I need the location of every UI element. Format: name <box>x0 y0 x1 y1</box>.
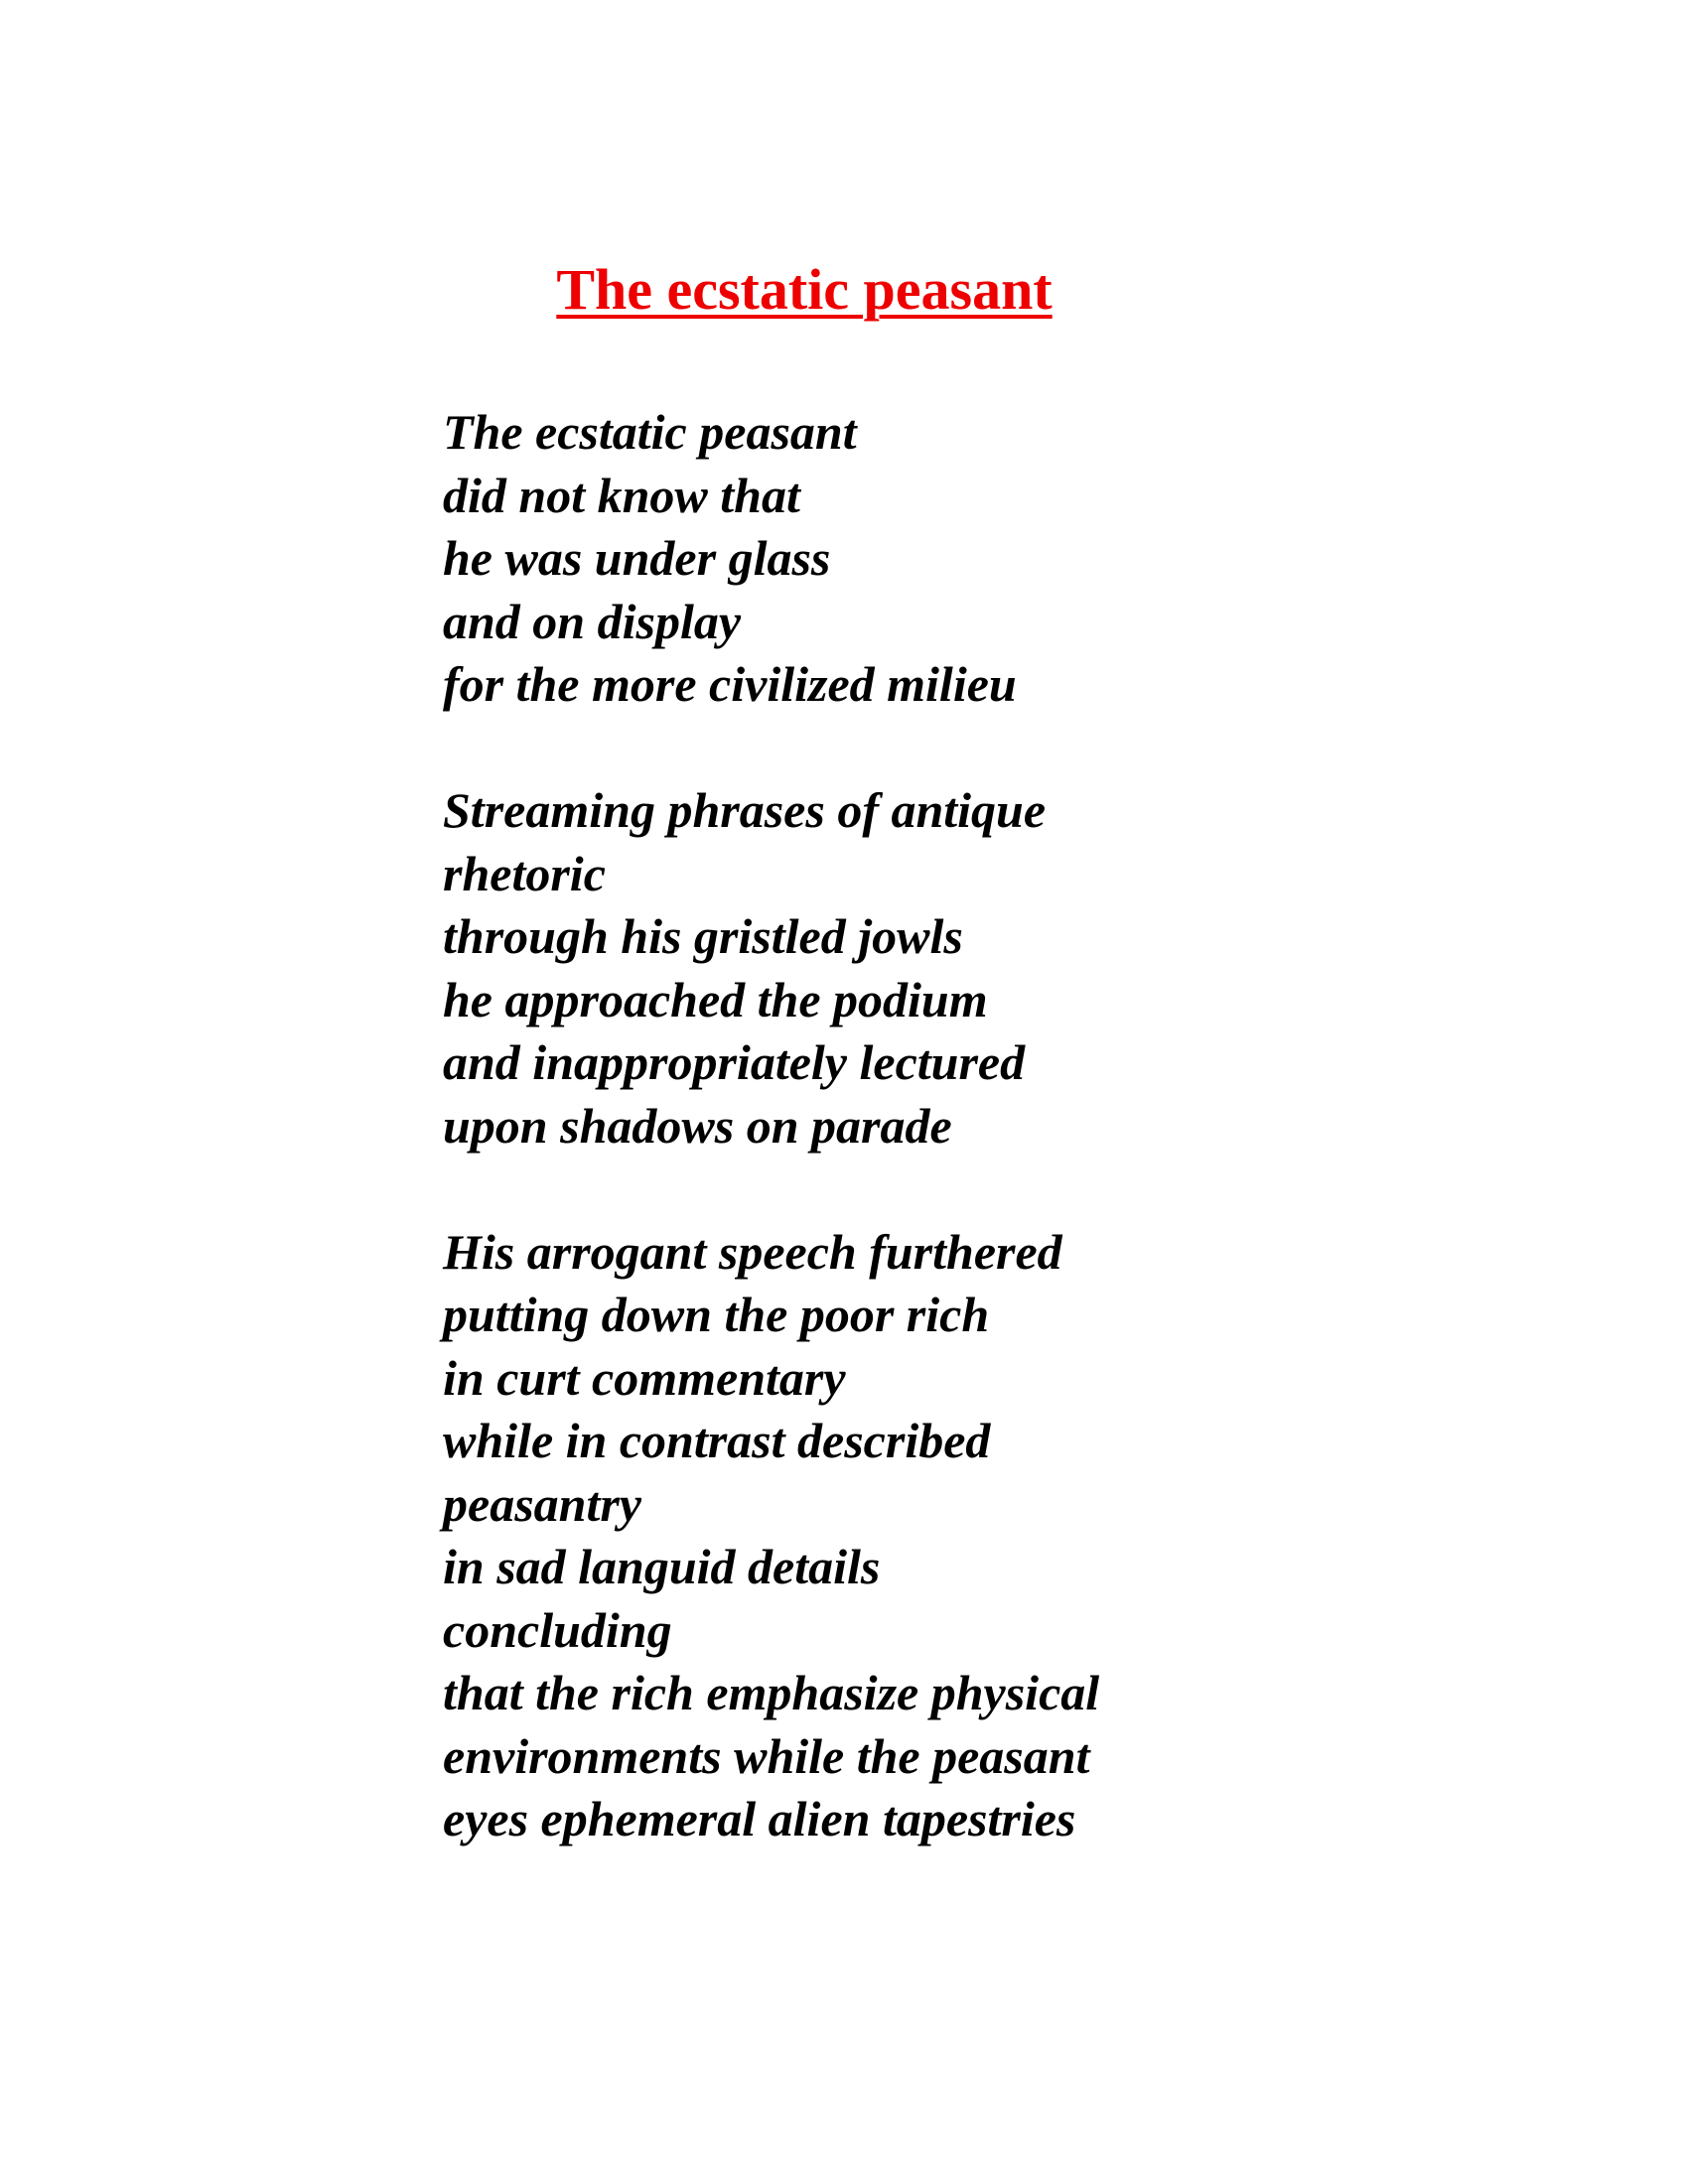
poem-line: environments while the peasant <box>443 1727 1090 1784</box>
poem-line: in sad languid details <box>443 1539 881 1594</box>
poem-line: eyes ephemeral alien tapestries <box>443 1791 1076 1846</box>
poem-line: through his gristled jowls <box>443 908 963 964</box>
stanza-1 <box>443 401 1535 717</box>
poem-line: concluding <box>443 1601 672 1658</box>
stanza-3 <box>443 1221 1535 1851</box>
poem-line: and on display <box>443 593 742 649</box>
poem-line: did not know that <box>443 467 800 523</box>
poem-line: for the more civilized milieu <box>443 656 1017 712</box>
poem-line: putting down the poor rich <box>443 1287 990 1342</box>
poem-line: he was under glass <box>443 530 831 586</box>
poem-line: upon shadows on parade <box>443 1097 952 1154</box>
poem-line: in curt commentary <box>443 1349 846 1406</box>
poem-line: Streaming phrases of antique <box>443 782 1047 838</box>
poem-line: peasantry <box>443 1475 641 1532</box>
poem-line: rhetoric <box>443 845 606 901</box>
poem-body <box>443 401 1535 1914</box>
stanza-2 <box>443 779 1535 1158</box>
poem-line: His arrogant speech furthered <box>443 1223 1062 1280</box>
poem-line: and inappropriately lectured <box>443 1034 1026 1090</box>
poem-line: The ecstatic peasant <box>443 404 857 460</box>
poem-title: The ecstatic peasant <box>556 257 1053 322</box>
poem-line: while in contrast described <box>443 1413 991 1468</box>
poem-line: he approached the podium <box>443 971 988 1027</box>
poem-line: that the rich emphasize physical <box>443 1665 1100 1720</box>
